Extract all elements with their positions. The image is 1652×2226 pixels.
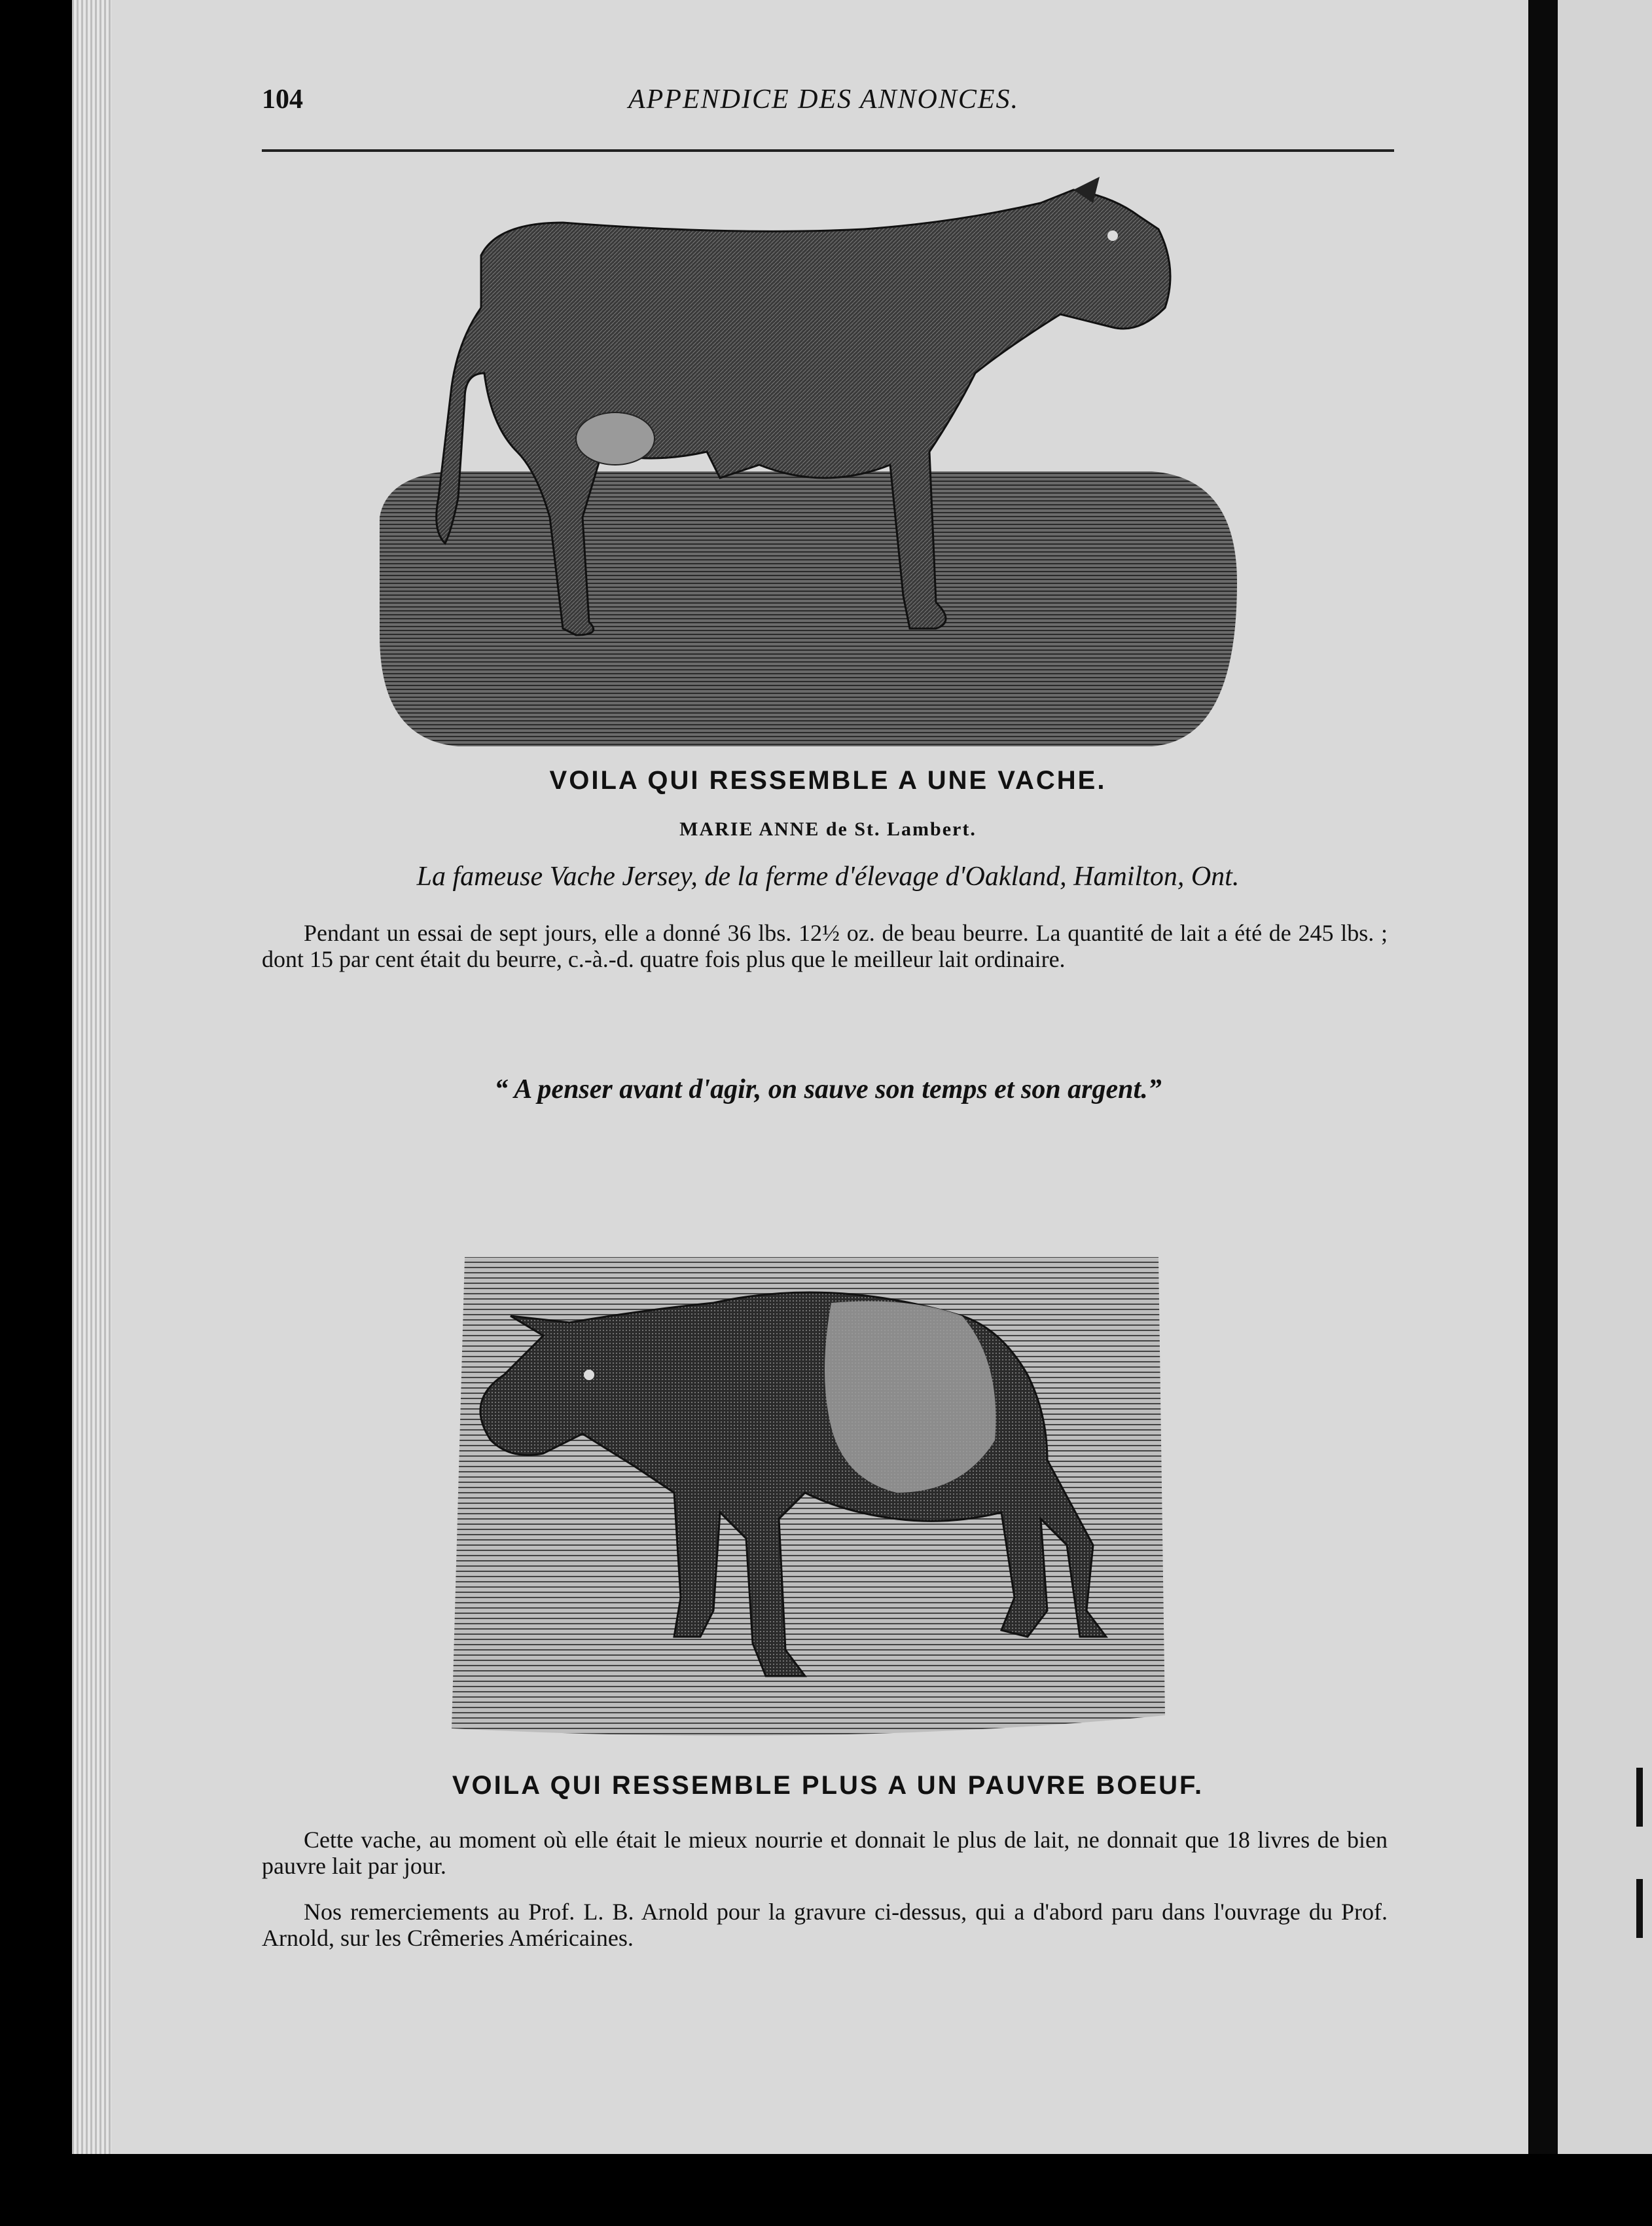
ground-vignette <box>380 471 1237 746</box>
boeuf-caption: VOILA QUI RESSEMBLE PLUS A UN PAUVRE BOEUF. <box>452 1771 1204 1800</box>
page-gutter <box>1528 0 1558 2154</box>
jersey-cow-engraving <box>367 177 1250 753</box>
jersey-caption: VOILA QUI RESSEMBLE A UNE VACHE. <box>549 766 1107 795</box>
header-rule <box>262 149 1394 152</box>
boeuf-paragraph-1 <box>262 1827 1388 1879</box>
cow-udder <box>576 412 655 465</box>
jersey-subtitle: La fameuse Vache Jersey, de la ferme d'élevage d'Oakland, Hamilton, Ont. <box>416 862 1240 892</box>
ox-white-band <box>825 1302 996 1493</box>
page-number: 104 <box>262 84 303 115</box>
poor-ox-engraving <box>439 1244 1185 1755</box>
jersey-paragraph-text: Pendant un essai de sept jours, elle a donné 36 lbs. 12½ oz. de beau beurre. La quantité de lait a été de 245 lbs. ; dont 15 par cent était du beurre, c.-à.-d. quatre fois plus que le meilleur lait ordinaire. <box>262 920 1388 972</box>
boeuf-paragraph-2 <box>262 1899 1388 1951</box>
page-header <box>262 84 1388 123</box>
ox-eye <box>584 1370 594 1380</box>
adjacent-page-glyph <box>1636 1879 1643 1938</box>
adjacent-page-glyph <box>1636 1768 1643 1827</box>
proverb-quote: “ A penser avant d'agir, on sauve son temps et son argent.” <box>494 1074 1162 1104</box>
jersey-name: MARIE ANNE de St. Lambert. <box>679 818 977 840</box>
boeuf-paragraph-2-text: Nos remerciements au Prof. L. B. Arnold pour la gravure ci-dessus, qui a d'abord paru dans l'ouvrage du Prof. Arnold, sur les Crêmeries Américaines. <box>262 1899 1388 1951</box>
page-edge-stack <box>72 0 111 2154</box>
boeuf-paragraph-1-text: Cette vache, au moment où elle était le mieux nourrie et donnait le plus de lait, ne donnait que 18 livres de bien pauvre lait par jour. <box>262 1827 1388 1879</box>
jersey-paragraph <box>262 920 1388 972</box>
running-head: APPENDICE DES ANNONCES. <box>628 84 1020 115</box>
adjacent-page <box>1558 0 1652 2154</box>
cow-eye <box>1107 230 1118 241</box>
